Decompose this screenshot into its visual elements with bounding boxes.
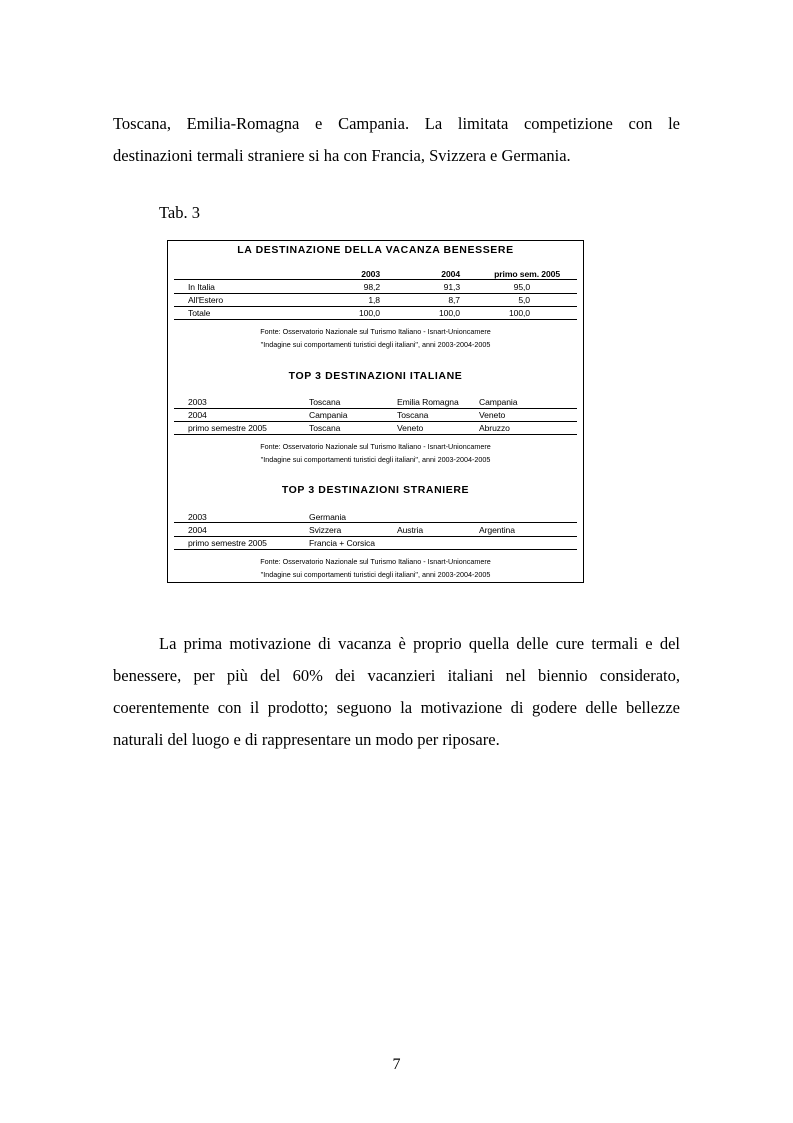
paragraph-line: benessere, per più del 60% dei vacanzieri italiani nel biennio considerato,	[113, 666, 680, 685]
table-cell: Toscana	[309, 423, 341, 433]
table-rule	[174, 536, 577, 537]
section-title-destination: LA DESTINAZIONE DELLA VACANZA BENESSERE	[237, 244, 514, 256]
table-cell: Toscana	[397, 410, 429, 420]
column-header: 2004	[441, 269, 460, 279]
paragraph-line: naturali del luogo e di rappresentare un modo per riposare.	[113, 730, 500, 749]
table-cell: 100,0	[358, 308, 380, 318]
row-label: 2003	[188, 397, 207, 407]
row-label: In Italia	[188, 282, 215, 292]
table-rule	[174, 293, 577, 294]
data-table	[167, 240, 584, 583]
paragraph-bottom	[113, 628, 680, 756]
source-note: "Indagine sui comportamenti turistici degli italiani", anni 2003-2004-2005	[260, 570, 491, 579]
table-cell: Francia + Corsica	[309, 538, 375, 548]
source-note: Fonte: Osservatorio Nazionale sul Turismo Italiano - Isnart-Unioncamere	[260, 557, 491, 566]
row-label: 2004	[188, 410, 207, 420]
table-cell: Austria	[397, 525, 424, 535]
row-label: 2003	[188, 512, 207, 522]
source-note: Fonte: Osservatorio Nazionale sul Turismo Italiano - Isnart-Unioncamere	[260, 327, 491, 336]
table-cell: 100,0	[438, 308, 460, 318]
table-rule	[174, 279, 577, 280]
table-rule	[174, 421, 577, 422]
table-cell: Campania	[479, 397, 518, 407]
paragraph-line: coerentemente con il prodotto; seguono la motivazione di godere delle bellezze	[113, 698, 680, 717]
table-rule	[174, 319, 577, 320]
row-label: primo semestre 2005	[188, 423, 267, 433]
section-title-top3-italy: TOP 3 DESTINAZIONI ITALIANE	[288, 370, 463, 382]
table-cell: Argentina	[479, 525, 515, 535]
paragraph-line: La prima motivazione di vacanza è proprio quella delle cure termali e del	[159, 634, 680, 653]
source-note: "Indagine sui comportamenti turistici degli italiani", anni 2003-2004-2005	[260, 340, 491, 349]
table-rule	[174, 434, 577, 435]
table-cell: 8,7	[448, 295, 460, 305]
table-cell: Svizzera	[309, 525, 342, 535]
paragraph-line: destinazioni termali straniere si ha con Francia, Svizzera e Germania.	[113, 146, 571, 165]
section-title-top3-abroad: TOP 3 DESTINAZIONI STRANIERE	[281, 484, 470, 496]
table-cell: 98,2	[363, 282, 380, 292]
table-cell: Toscana	[309, 397, 341, 407]
table-cell: 95,0	[513, 282, 530, 292]
table-cell: 1,8	[368, 295, 380, 305]
page-number: 7	[392, 1056, 401, 1073]
table-cell: Abruzzo	[479, 423, 510, 433]
table-cell: Emilia Romagna	[397, 397, 459, 407]
column-header: 2003	[361, 269, 380, 279]
source-note: "Indagine sui comportamenti turistici degli italiani", anni 2003-2004-2005	[260, 455, 491, 464]
table-rule	[174, 522, 577, 523]
column-header: primo sem. 2005	[494, 269, 560, 279]
table-cell: Veneto	[397, 423, 424, 433]
table-rule	[174, 549, 577, 550]
table-rule	[174, 408, 577, 409]
table-cell: Germania	[309, 512, 346, 522]
table-cell: Campania	[309, 410, 348, 420]
row-label: 2004	[188, 525, 207, 535]
row-label: primo semestre 2005	[188, 538, 267, 548]
table-cell: Veneto	[479, 410, 506, 420]
source-note: Fonte: Osservatorio Nazionale sul Turismo Italiano - Isnart-Unioncamere	[260, 442, 491, 451]
table-cell: 100,0	[508, 308, 530, 318]
table-cell: 5,0	[518, 295, 530, 305]
table-rule	[174, 306, 577, 307]
row-label: All'Estero	[188, 295, 224, 305]
paragraph-top	[113, 108, 680, 172]
row-label: Totale	[188, 308, 211, 318]
table-cell: 91,3	[443, 282, 460, 292]
paragraph-line: Toscana, Emilia-Romagna e Campania. La limitata competizione con le	[113, 114, 680, 133]
table-label: Tab. 3	[159, 203, 201, 222]
